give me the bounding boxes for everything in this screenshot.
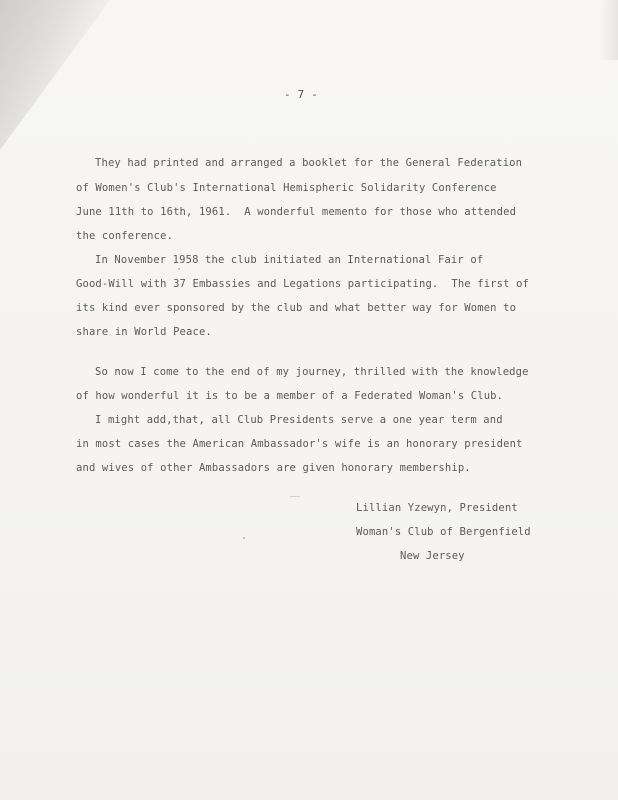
page-number: - 7 -: [284, 88, 318, 101]
scan-speck: [178, 268, 180, 270]
paragraph-2-line-3: its kind ever sponsored by the club and what better way for Women to: [76, 302, 517, 314]
paragraph-1-line-3: June 11th to 16th, 1961. A wonderful memento for those who attended: [76, 206, 517, 218]
signature-name: Lillian Yzewyn, President: [356, 502, 518, 514]
signature-location: New Jersey: [400, 550, 465, 562]
page-edge-shadow: [600, 0, 618, 60]
paragraph-3-line-2: of how wonderful it is to be a member of a Federated Woman's Club.: [76, 390, 504, 402]
signature-organization: Woman's Club of Bergenfield: [356, 526, 531, 538]
paragraph-4-line-3: and wives of other Ambassadors are given honorary membership.: [76, 462, 471, 474]
scan-speck: [290, 496, 300, 497]
scan-speck: [243, 537, 245, 539]
paragraph-4-line-1: I might add,that, all Club Presidents serve a one year term and: [95, 414, 503, 426]
paragraph-3-line-1: So now I come to the end of my journey, thrilled with the knowledge: [95, 366, 529, 378]
paragraph-1-line-4: the conference.: [76, 230, 174, 242]
paragraph-2-line-4: share in World Peace.: [76, 326, 212, 338]
paragraph-1-line-2: of Women's Club's International Hemispheric Solidarity Conference: [76, 182, 497, 194]
paragraph-2-line-1: In November 1958 the club initiated an International Fair of: [95, 254, 484, 266]
paragraph-1-line-1: They had printed and arranged a booklet for the General Federation: [95, 157, 523, 169]
paragraph-2-line-2: Good-Will with 37 Embassies and Legations participating. The first of: [76, 278, 530, 290]
paragraph-4-line-2: in most cases the American Ambassador's wife is an honorary president: [76, 438, 523, 450]
